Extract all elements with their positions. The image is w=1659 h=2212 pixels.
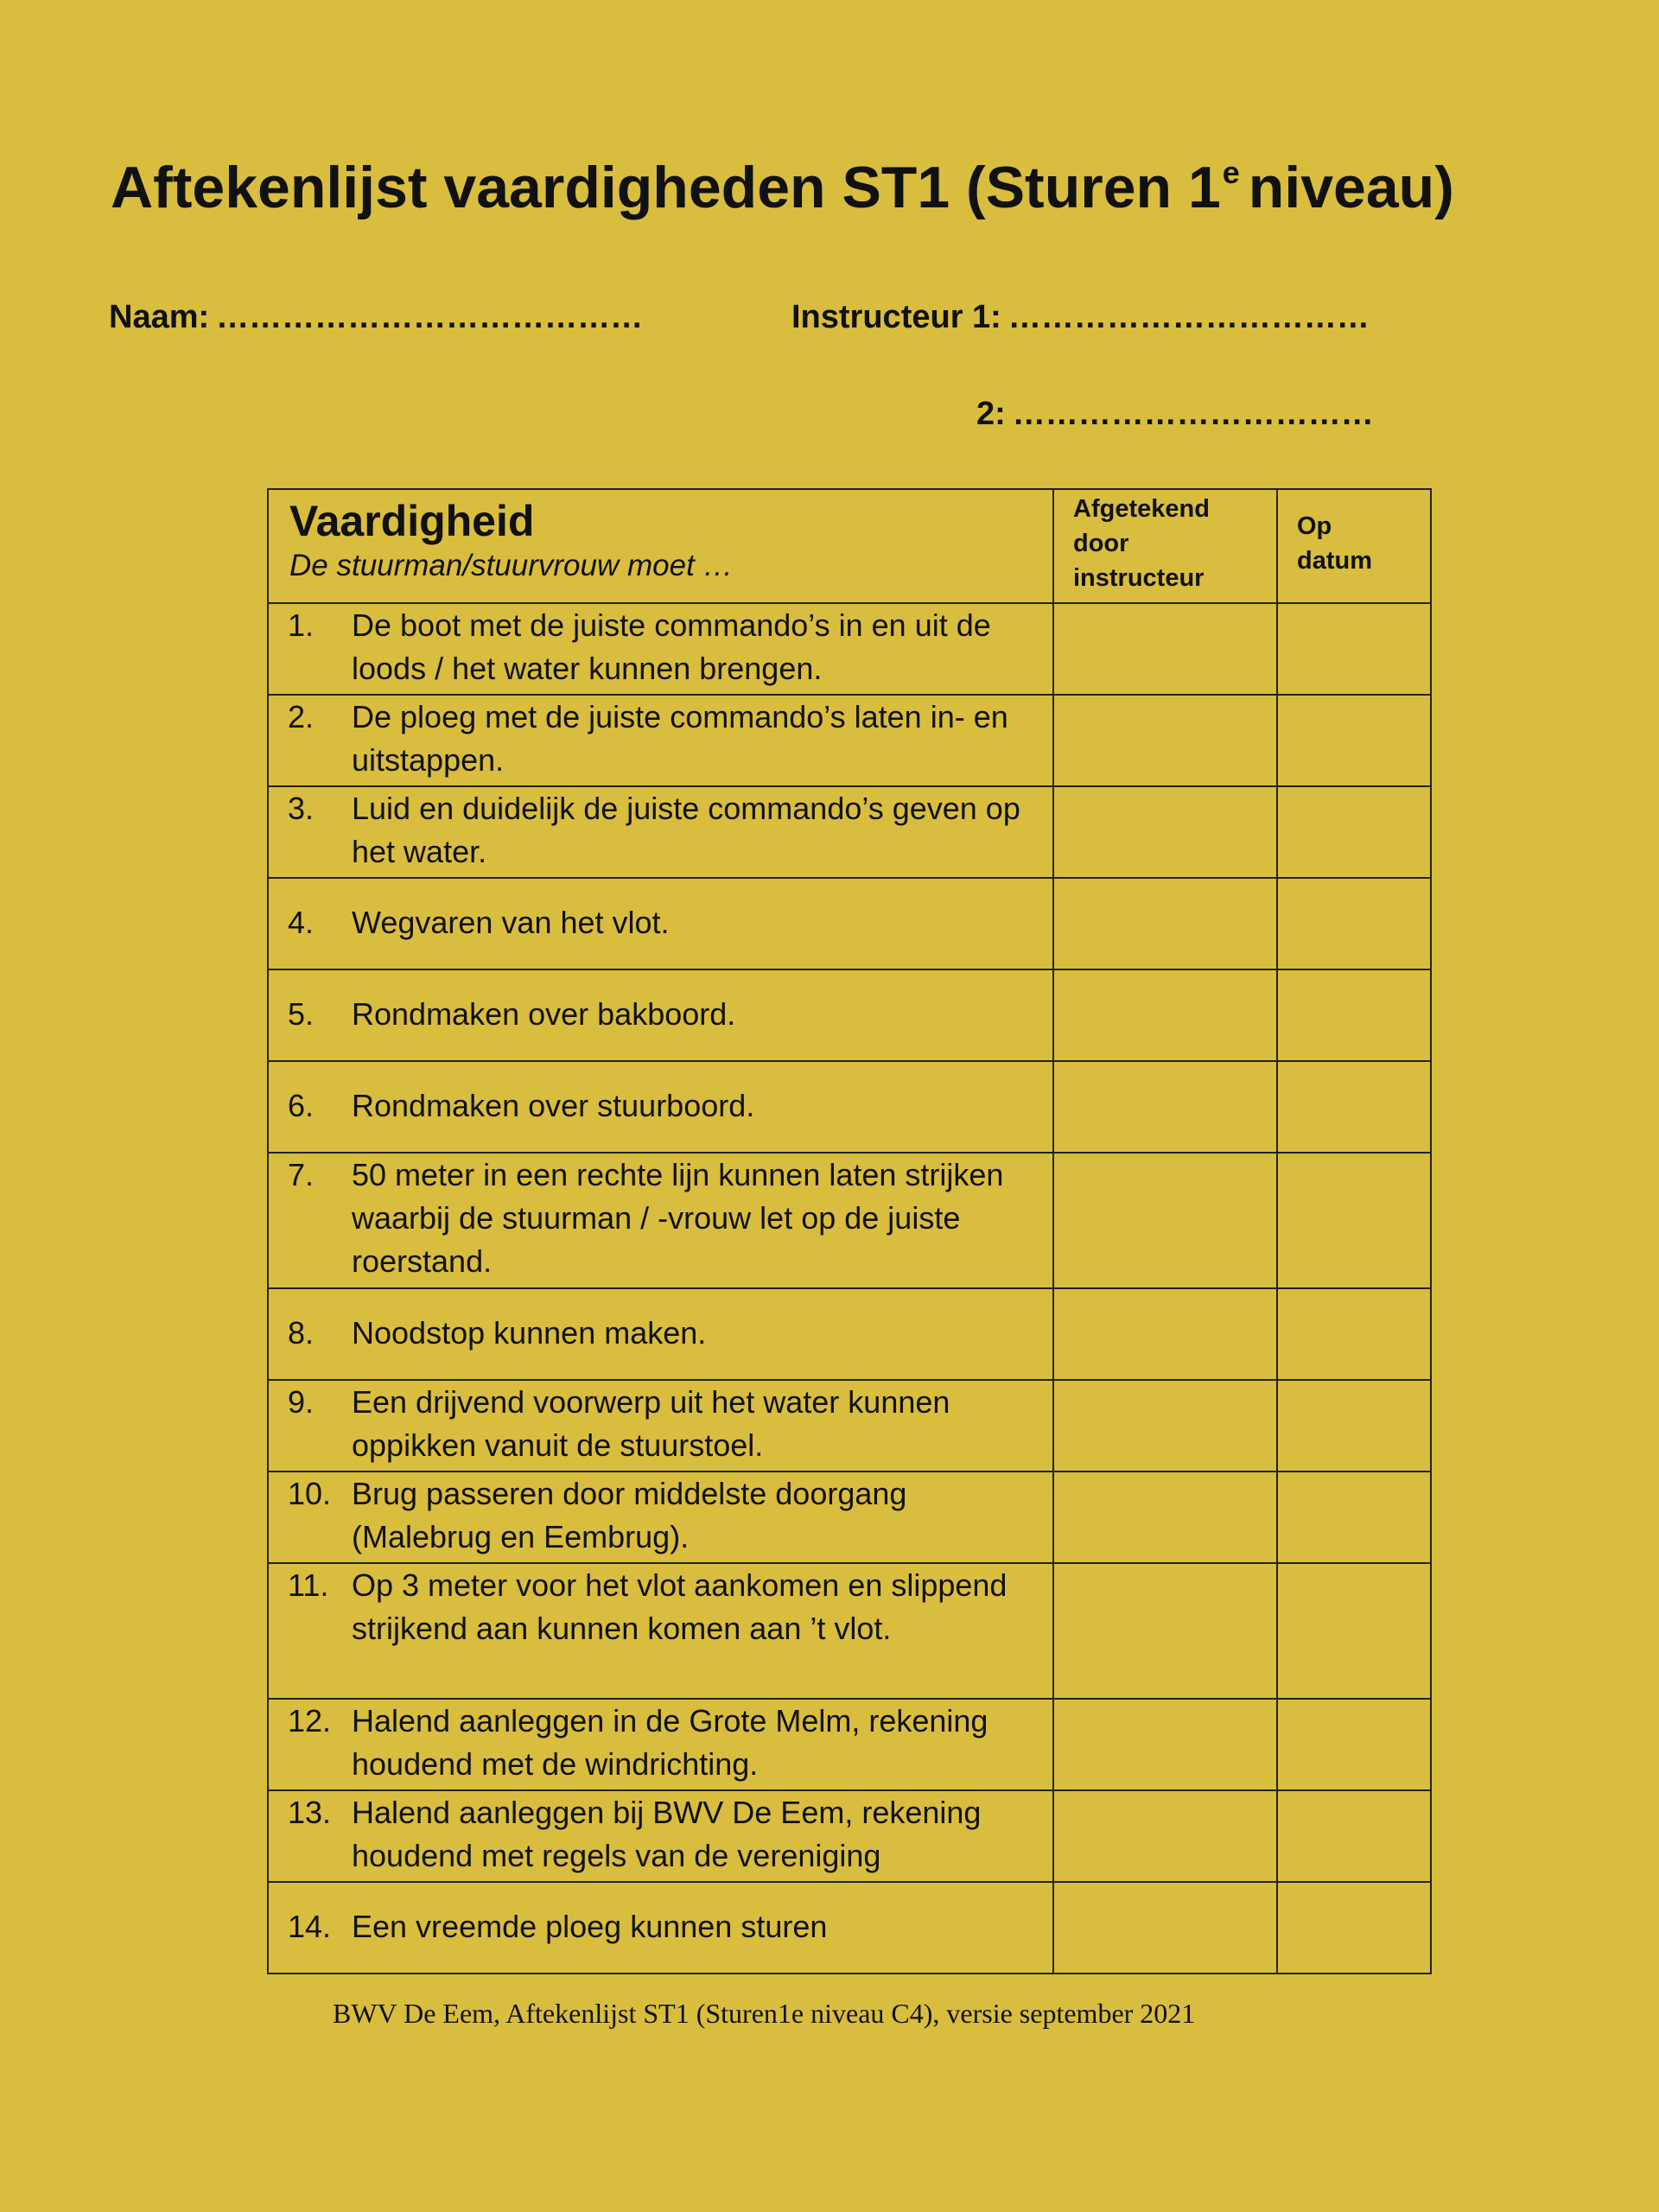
skill-content — [269, 787, 1052, 875]
header-on-date — [1277, 489, 1431, 603]
skill-text: Rondmaken over stuurboord. — [352, 1088, 755, 1123]
title-superscript: e — [1222, 155, 1240, 190]
skill-cell — [268, 1790, 1053, 1882]
skill-number: 13. — [288, 1795, 332, 1830]
skill-text: Luid en duidelijk de juiste commando’s geven op het water. — [352, 791, 1020, 869]
date-cell[interactable] — [1277, 603, 1431, 695]
date-cell[interactable] — [1277, 1790, 1431, 1882]
signature-cell[interactable] — [1053, 1699, 1277, 1790]
table-row — [268, 1380, 1431, 1471]
signature-cell[interactable] — [1053, 1061, 1277, 1153]
table-row — [268, 695, 1431, 786]
date-cell[interactable] — [1277, 1699, 1431, 1790]
skill-content — [269, 604, 1052, 692]
skill-text: Brug passeren door middelste doorgang (Malebrug en Eembrug). — [352, 1476, 907, 1554]
table-row — [268, 878, 1431, 969]
table-row — [268, 1699, 1431, 1790]
skill-cell — [268, 1061, 1053, 1153]
skill-text: Halend aanleggen bij BWV De Eem, rekening houdend met regels van de vereniging — [352, 1795, 982, 1873]
header-sign-line2: door — [1073, 530, 1129, 557]
header-skill-title: Vaardigheid — [289, 497, 535, 545]
date-cell[interactable] — [1277, 1563, 1431, 1699]
signature-cell[interactable] — [1053, 878, 1277, 969]
skill-text: Halend aanleggen in de Grote Melm, rekening houdend met de windrichting. — [352, 1703, 988, 1782]
skill-cell — [268, 1882, 1053, 1974]
skill-number: 4. — [288, 905, 315, 940]
title-main: Aftekenlijst vaardigheden ST1 (Sturen 1 — [111, 155, 1221, 220]
date-cell[interactable] — [1277, 1471, 1431, 1563]
date-cell[interactable] — [1277, 969, 1431, 1061]
skill-content — [269, 1564, 1052, 1696]
signature-cell[interactable] — [1053, 1471, 1277, 1563]
skill-cell — [268, 695, 1053, 786]
skill-text: Wegvaren van het vlot. — [352, 905, 670, 940]
instructeur1-fill-line[interactable]: …………………………… — [1007, 299, 1370, 335]
table-row — [268, 1061, 1431, 1153]
skill-number: 2. — [288, 699, 315, 734]
skill-number: 8. — [288, 1315, 315, 1351]
header-signed-by-instructor — [1053, 489, 1277, 603]
date-cell[interactable] — [1277, 1882, 1431, 1974]
skill-content — [269, 1062, 1052, 1150]
header-date-line1: Op — [1297, 512, 1332, 540]
skill-text: Een vreemde ploeg kunnen sturen — [352, 1909, 828, 1944]
skill-content — [269, 1791, 1052, 1879]
skill-content — [269, 1700, 1052, 1788]
signature-cell[interactable] — [1053, 603, 1277, 695]
skill-number: 1. — [288, 607, 315, 643]
skill-number: 7. — [288, 1157, 315, 1192]
signature-cell[interactable] — [1053, 1153, 1277, 1288]
skill-cell — [268, 878, 1053, 969]
signature-cell[interactable] — [1053, 786, 1277, 878]
table-row — [268, 1288, 1431, 1380]
skill-cell — [268, 1288, 1053, 1380]
instructeur2-field — [976, 396, 1374, 433]
instructeur2-fill-line[interactable]: …………………………… — [1012, 396, 1374, 432]
skill-content — [269, 1381, 1052, 1469]
header-skill-subtitle: De stuurman/stuurvrouw moet … — [289, 549, 734, 582]
signature-cell[interactable] — [1053, 969, 1277, 1061]
table-row — [268, 1471, 1431, 1563]
skill-number: 6. — [288, 1088, 315, 1123]
skill-cell — [268, 1380, 1053, 1471]
instructeur1-label: Instructeur 1: — [791, 299, 1001, 335]
skill-text: Noodstop kunnen maken. — [352, 1315, 707, 1351]
date-cell[interactable] — [1277, 1288, 1431, 1380]
date-cell[interactable] — [1277, 786, 1431, 878]
skill-text: De boot met de juiste commando’s in en uit de loods / het water kunnen brengen. — [352, 607, 991, 686]
skill-text: Op 3 meter voor het vlot aankomen en slippend strijkend aan kunnen komen aan ’t vlot. — [352, 1567, 1007, 1646]
naam-fill-line[interactable]: ………………………………… — [216, 299, 644, 335]
table-row — [268, 969, 1431, 1061]
header-date-line2: datum — [1297, 547, 1372, 575]
skill-content — [269, 970, 1052, 1058]
date-cell[interactable] — [1277, 1380, 1431, 1471]
date-cell[interactable] — [1277, 695, 1431, 786]
date-cell[interactable] — [1277, 878, 1431, 969]
skills-table — [267, 488, 1432, 1974]
header-sign-line1: Afgetekend — [1073, 495, 1210, 523]
skill-number: 5. — [288, 996, 315, 1032]
footer-text: BWV De Eem, Aftekenlijst ST1 (Sturen1e niveau C4), versie september 2021 — [333, 1998, 1196, 2029]
skill-text: Een drijvend voorwerp uit het water kunnen oppikken vanuit de stuurstoel. — [352, 1384, 950, 1463]
skill-cell — [268, 1563, 1053, 1699]
skill-content — [269, 879, 1052, 967]
skill-cell — [268, 603, 1053, 695]
table-row — [268, 1153, 1431, 1288]
instructeur1-field — [791, 299, 1370, 336]
signature-cell[interactable] — [1053, 1380, 1277, 1471]
table-row — [268, 786, 1431, 878]
table-row — [268, 1563, 1431, 1699]
skill-number: 3. — [288, 791, 315, 826]
skill-content — [269, 1883, 1052, 1971]
skill-cell — [268, 1471, 1053, 1563]
date-cell[interactable] — [1277, 1153, 1431, 1288]
skill-text: 50 meter in een rechte lijn kunnen laten strijken waarbij de stuurman / -vrouw let op de juiste roerstand. — [352, 1157, 1004, 1279]
naam-label: Naam: — [109, 299, 210, 335]
table-header-row — [268, 489, 1431, 603]
signature-cell[interactable] — [1053, 695, 1277, 786]
skill-text: Rondmaken over bakboord. — [352, 996, 736, 1032]
skill-number: 11. — [288, 1567, 329, 1603]
title-end: niveau) — [1248, 155, 1454, 220]
table-row — [268, 1790, 1431, 1882]
skill-number: 12. — [288, 1703, 332, 1738]
signature-cell[interactable] — [1053, 1882, 1277, 1974]
header-sign-line3: instructeur — [1073, 564, 1205, 592]
signature-cell[interactable] — [1053, 1790, 1277, 1882]
signature-cell[interactable] — [1053, 1288, 1277, 1380]
table-row — [268, 1882, 1431, 1974]
skill-cell — [268, 1699, 1053, 1790]
skill-cell — [268, 969, 1053, 1061]
skill-content — [269, 696, 1052, 784]
header-skill — [268, 489, 1053, 603]
table-row — [268, 603, 1431, 695]
date-cell[interactable] — [1277, 1061, 1431, 1153]
skill-text: De ploeg met de juiste commando’s laten in- en uitstappen. — [352, 699, 1008, 778]
skill-cell — [268, 1153, 1053, 1288]
skill-content — [269, 1472, 1052, 1560]
page-title — [111, 154, 1454, 221]
naam-field — [109, 299, 643, 336]
skill-content — [269, 1154, 1052, 1286]
skill-number: 9. — [288, 1384, 315, 1420]
skill-cell — [268, 786, 1053, 878]
skill-content — [269, 1289, 1052, 1377]
skill-number: 14. — [288, 1909, 332, 1944]
instructeur2-label: 2: — [976, 396, 1006, 432]
skill-number: 10. — [288, 1476, 332, 1511]
signature-cell[interactable] — [1053, 1563, 1277, 1699]
